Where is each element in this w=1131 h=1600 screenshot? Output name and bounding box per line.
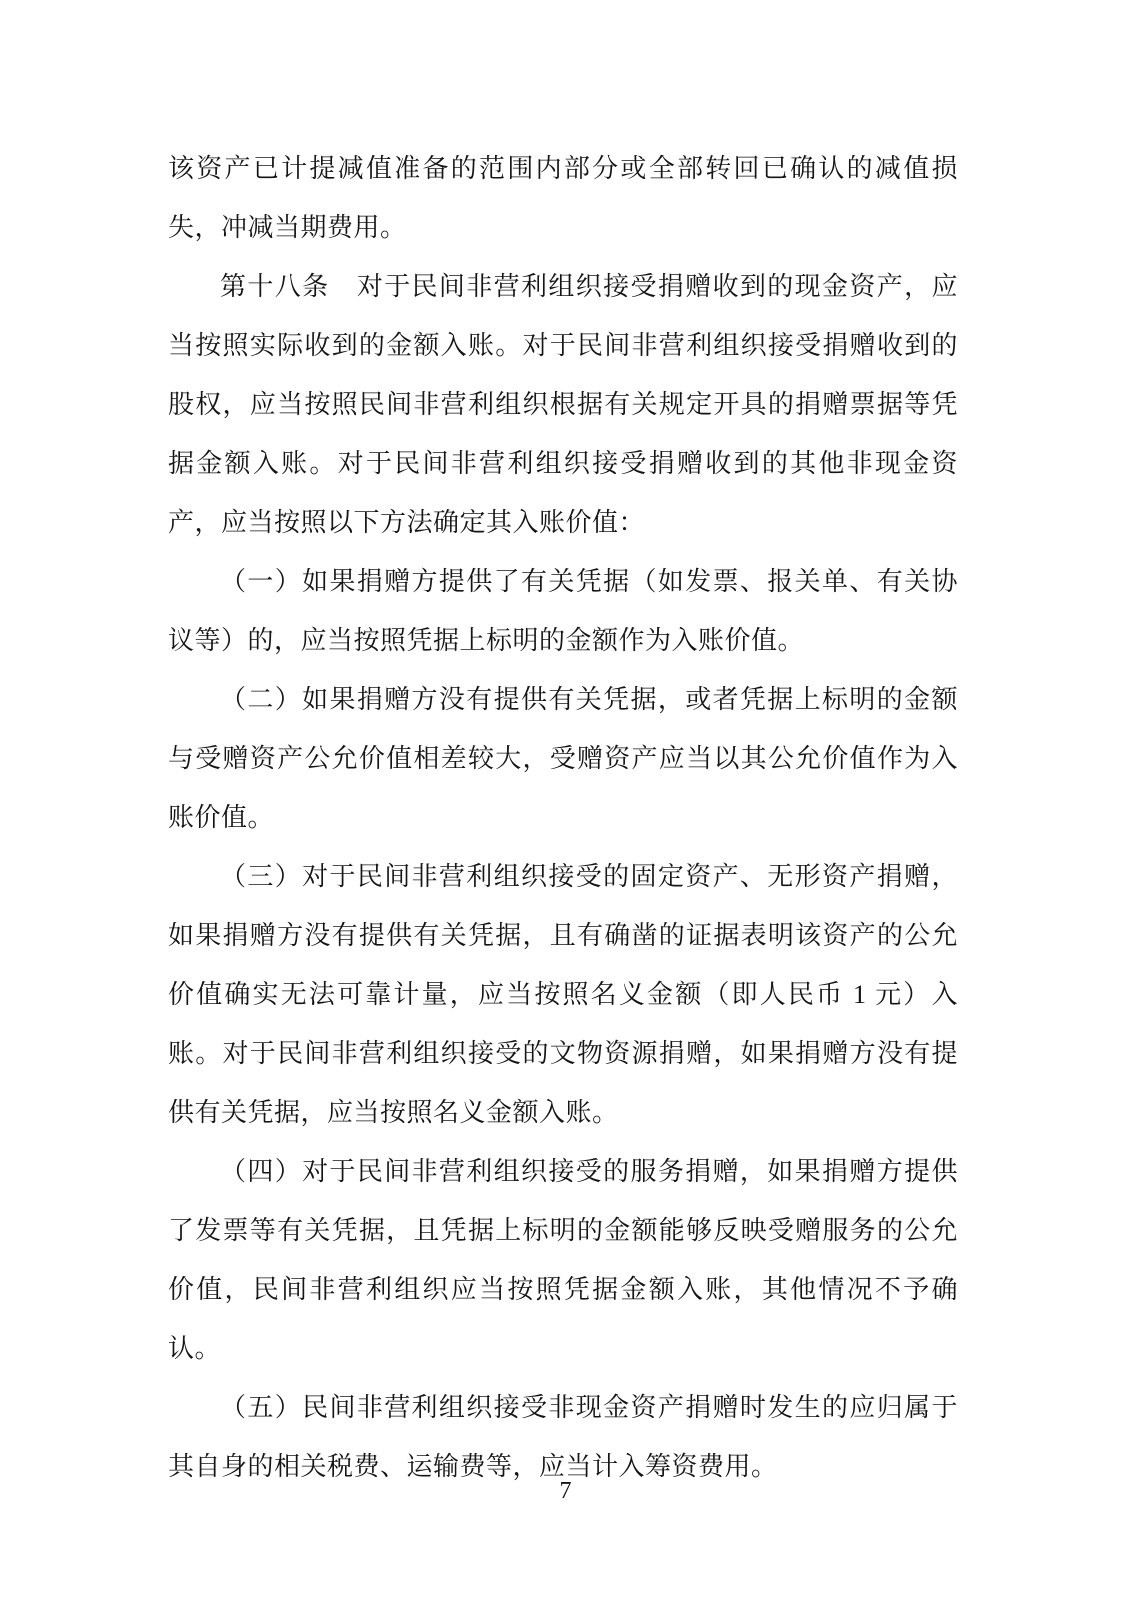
paragraph-article-18: 第十八条 对于民间非营利组织接受捐赠收到的现金资产，应当按照实际收到的金额入账。对于民间非营利组织接受捐赠收到的股权，应当按照民间非营利组织根据有关规定开具的捐赠票据等凭据金额入账。对于民间非营利组织接受捐赠收到的其他非现金资产，应当按照以下方法确定其入账价值： [168,272,958,537]
paragraph-item-4: （四）对于民间非营利组织接受的服务捐赠，如果捐赠方提供了发票等有关凭据，且凭据上标明的金额能够反映受赠服务的公允价值，民间非营利组织应当按照凭据金额入账，其他情况不予确认。 [168,1157,958,1363]
paragraph-item-3: （三）对于民间非营利组织接受的固定资产、无形资产捐赠，如果捐赠方没有提供有关凭据，且有确凿的证据表明该资产的公允价值确实无法可靠计量，应当按照名义金额（即人民币 1 元）入账。对于民间非营利组织接受的文物资源捐赠，如果捐赠方没有提供有关凭据，应当按照名义金额入账。 [168,862,958,1127]
page-number: 7 [559,1478,572,1504]
paragraph-item-1: （一）如果捐赠方提供了有关凭据（如发票、报关单、有关协议等）的，应当按照凭据上标明的金额作为入账价值。 [168,567,958,655]
paragraph-item-2: （二）如果捐赠方没有提供有关凭据，或者凭据上标明的金额与受赠资产公允价值相差较大，受赠资产应当以其公允价值作为入账价值。 [168,685,958,832]
paragraph-item-5: （五）民间非营利组织接受非现金资产捐赠时发生的应归属于其自身的相关税费、运输费等，应当计入筹资费用。 [168,1393,958,1481]
paragraph-continuation: 该资产已计提减值准备的范围内部分或全部转回已确认的减值损失，冲减当期费用。 [168,154,958,242]
document-body [168,139,958,1496]
page-footer [0,1471,1131,1511]
